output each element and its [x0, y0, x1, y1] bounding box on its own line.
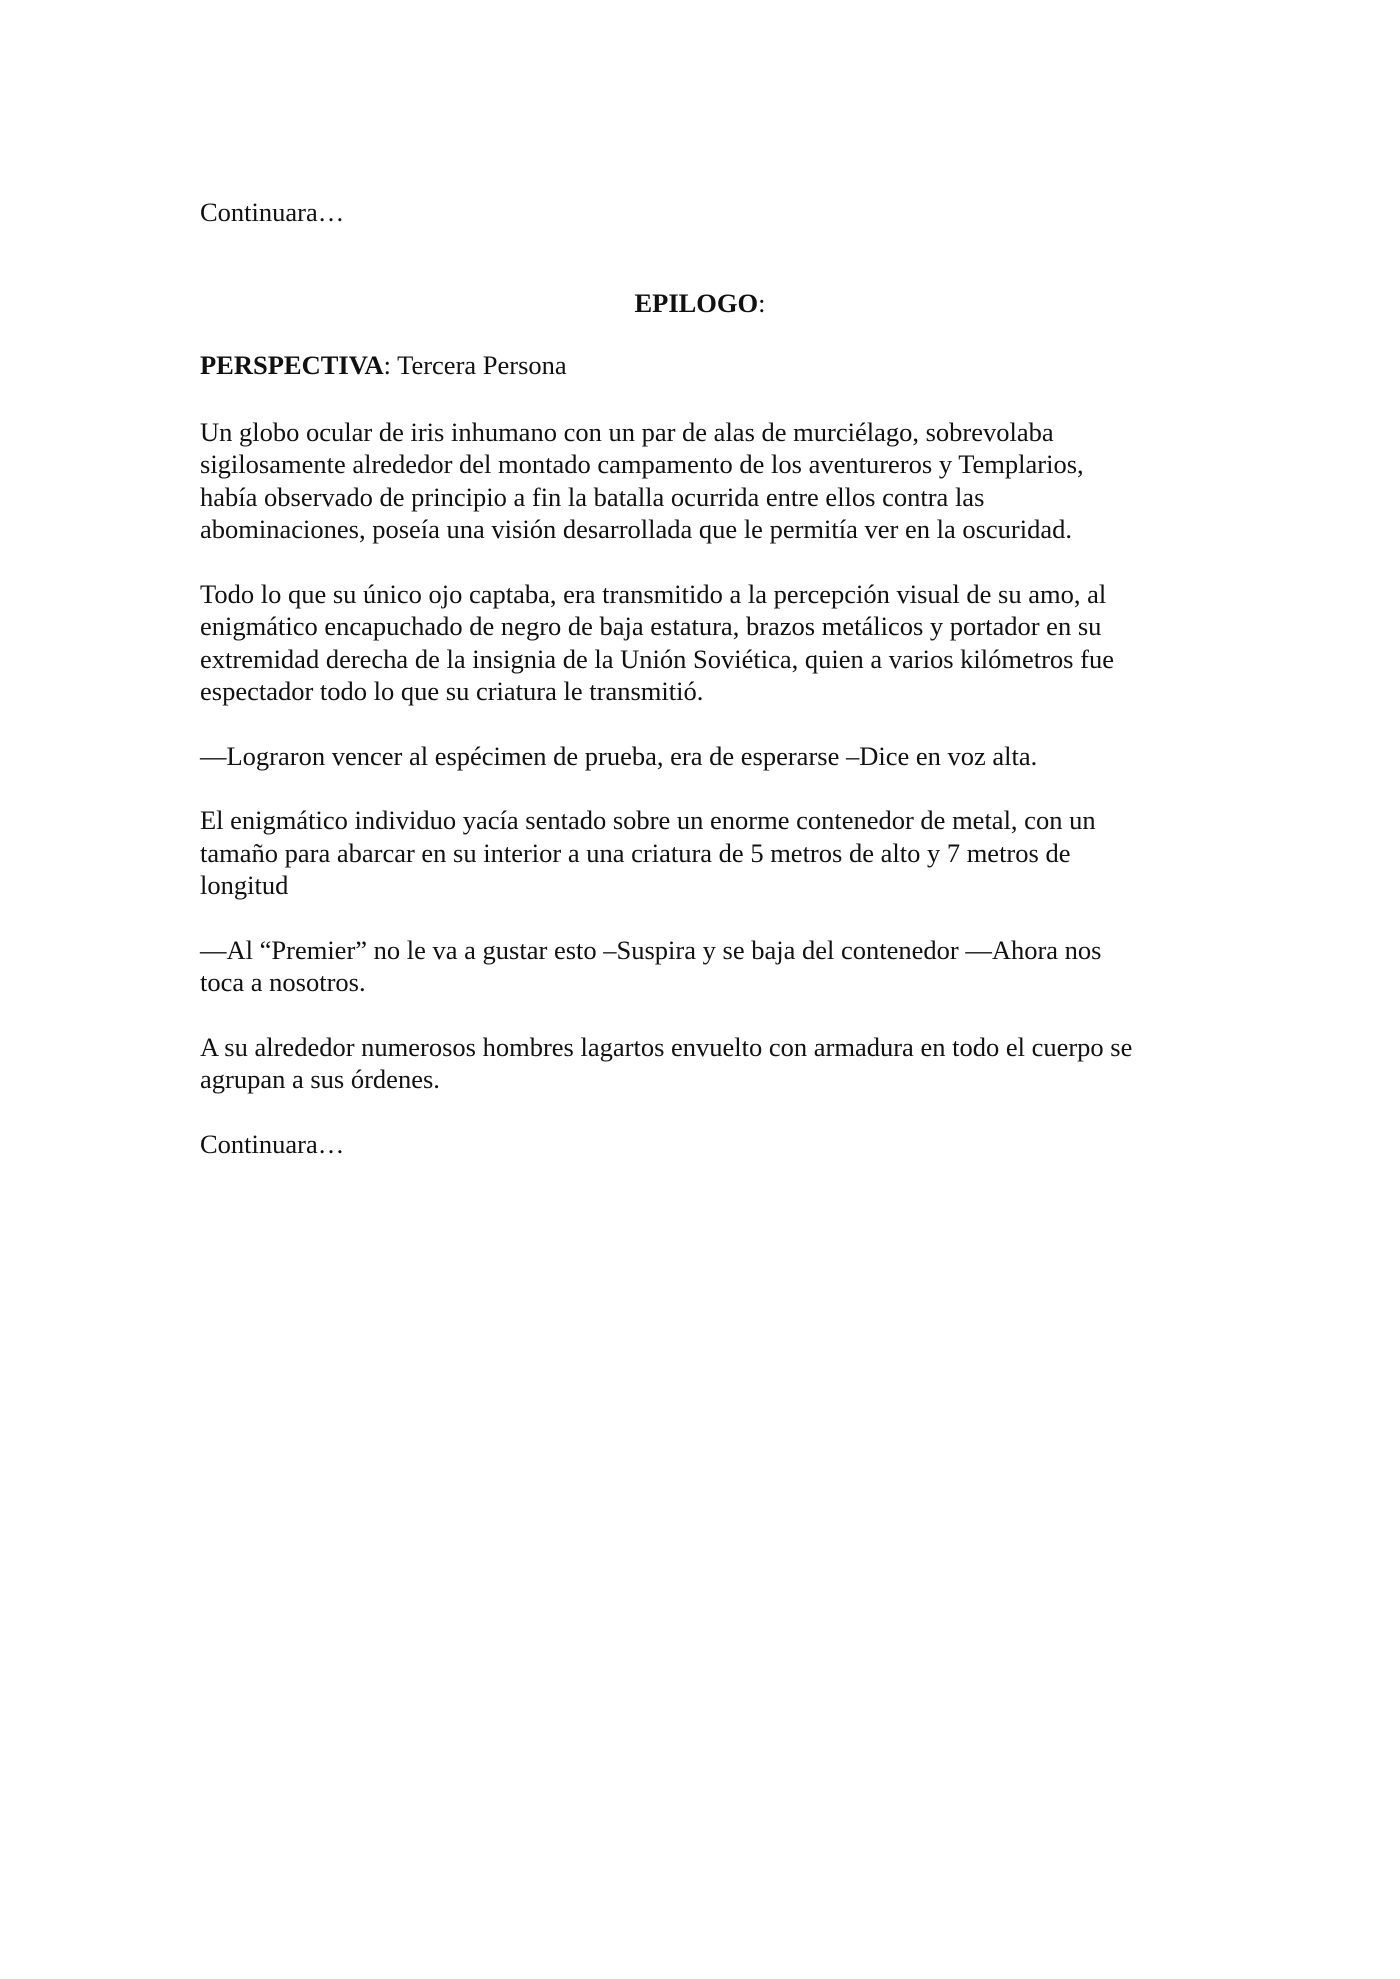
- paragraph-1-line: había observado de principio a fin la batalla ocurrida entre ellos contra las: [200, 481, 985, 512]
- perspective-label: PERSPECTIVA: [200, 350, 384, 380]
- paragraph-4: [200, 804, 1200, 902]
- epilogue-heading-colon: :: [758, 287, 766, 318]
- paragraph-4-line: longitud: [200, 870, 289, 900]
- paragraph-2: [200, 578, 1200, 708]
- paragraph-2-line: enigmático encapuchado de negro de baja estatura, brazos metálicos y portador en su: [200, 611, 1102, 641]
- paragraph-4-line: tamaño para abarcar en su interior a una criatura de 5 metros de alto y 7 metros de: [200, 837, 1071, 868]
- paragraph-2-line: Todo lo que su único ojo captaba, era transmitido a la percepción visual de su amo, al: [200, 578, 1107, 609]
- paragraph-2-line: espectador todo lo que su criatura le transmitió.: [200, 676, 704, 706]
- paragraph-2-line: extremidad derecha de la insignia de la Unión Soviética, quien a varios kilómetros fue: [200, 643, 1114, 674]
- paragraph-6-line: agrupan a sus órdenes.: [200, 1064, 440, 1094]
- perspective-line: [200, 349, 1200, 382]
- document-body: [200, 196, 1200, 1192]
- paragraph-4-line: El enigmático individuo yacía sentado sobre un enorme contenedor de metal, con un: [200, 805, 1096, 835]
- paragraph-1-line: sigilosamente alrededor del montado campamento de los aventureros y Templarios,: [200, 449, 1084, 479]
- continued-marker-top: Continuara…: [200, 197, 345, 227]
- paragraph-1: [200, 416, 1200, 546]
- perspective-colon: :: [383, 350, 391, 380]
- epilogue-heading-text: EPILOGO: [634, 287, 759, 318]
- paragraph-6-line: A su alrededor numerosos hombres lagartos envuelto con armadura en todo el cuerpo se: [200, 1031, 1133, 1062]
- paragraph-1-line: Un globo ocular de iris inhumano con un par de alas de murciélago, sobrevolaba: [200, 416, 1054, 447]
- paragraph-3: [200, 740, 1200, 773]
- paragraph-5-line: —Al “Premier” no le va a gustar esto –Suspira y se baja del contenedor —Ahora nos: [200, 934, 1102, 965]
- continued-marker-bottom: Continuara…: [200, 1128, 345, 1159]
- paragraph-5: [200, 934, 1200, 999]
- perspective-value: Tercera Persona: [390, 350, 567, 380]
- paragraph-1-line: abominaciones, poseía una visión desarrollada que le permitía ver en la oscuridad.: [200, 514, 1072, 544]
- paragraph-3-line: —Lograron vencer al espécimen de prueba, era de esperarse –Dice en voz alta.: [200, 740, 1038, 771]
- paragraph-6: [200, 1031, 1200, 1096]
- paragraph-5-line: toca a nosotros.: [200, 967, 366, 997]
- epilogue-heading: [200, 287, 1200, 320]
